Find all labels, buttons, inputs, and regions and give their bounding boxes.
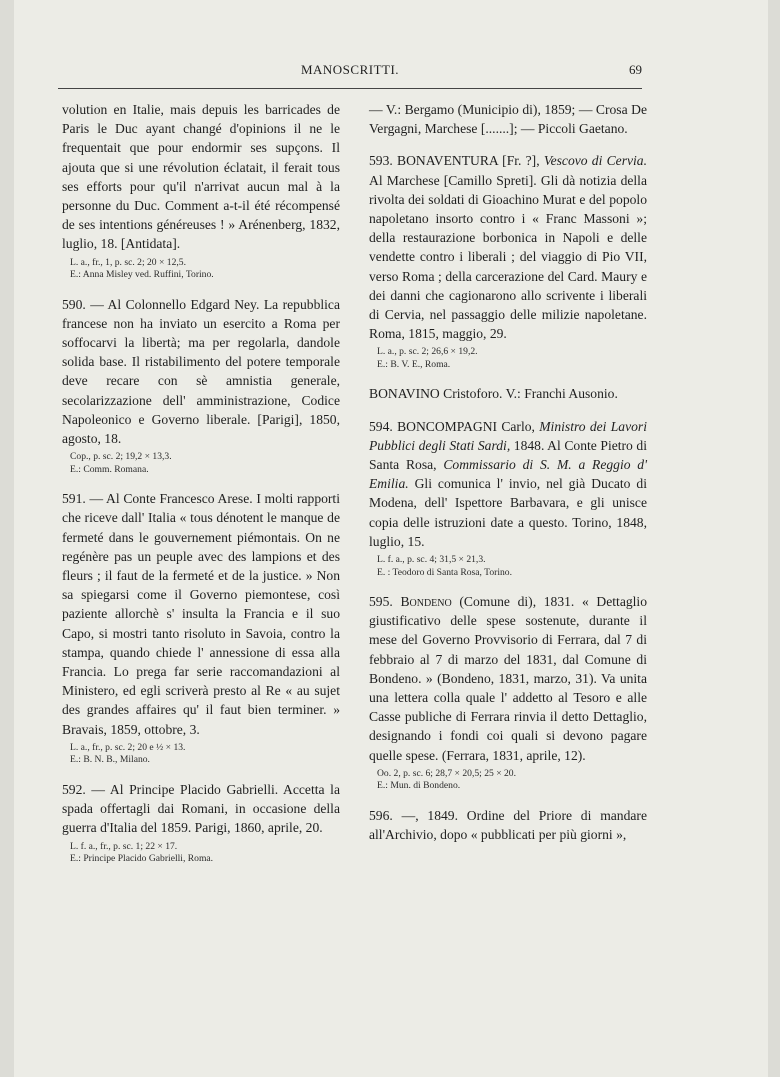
entry-593	[369, 151, 647, 371]
entry-589-continuation	[62, 100, 340, 282]
entry-596	[369, 806, 647, 844]
entry-text: 592. — Al Principe Placido Gabrielli. Accetta la spada offertagli dai Romani, in occasione della guerra d'Italia del 1859. Parigi, 1860, aprile, 20.	[62, 781, 340, 836]
entry-text: BONAVINO Cristoforo. V.: Franchi Ausonio.	[369, 386, 618, 402]
page-number: 69	[629, 62, 642, 77]
entry-metadata	[369, 346, 647, 371]
entry-role: Ministro dei Lavori Pubblici degli Stati Sardi,	[369, 418, 648, 453]
meta-owner: E.: Comm. Romana.	[70, 463, 149, 475]
running-header	[58, 62, 642, 84]
meta-physical: L. f. a., fr., p. sc. 1; 22 × 17.	[70, 840, 178, 852]
entry-text: 596. —, 1849. Ordine del Priore di mandare all'Archivio, dopo « pubblicati per più giorni »,	[369, 807, 647, 843]
entry-592	[62, 780, 340, 866]
entry-metadata	[62, 742, 340, 767]
entry-bonavino	[369, 384, 647, 403]
entry-body-cont: Gli comunica l' invio, nel già Ducato di Modena, dell' Ispettore Barbavara, e gli unisce copia delle istruzioni date a questo. Torino, 1848, luglio, 15.	[369, 476, 647, 549]
entry-head: Bondeno	[400, 594, 452, 610]
meta-owner: E.: Mun. di Bondeno.	[377, 780, 461, 792]
entry-text: — V.: Bergamo (Municipio di), 1859; — Crosa De Vergagni, Marchese [.......]; — Piccoli Gaetano.	[369, 102, 647, 137]
meta-physical: L. a., p. sc. 2; 26,6 × 19,2.	[377, 346, 478, 358]
entry-text	[369, 151, 647, 343]
meta-owner: E.: B. V. E., Roma.	[377, 358, 451, 370]
meta-physical: L. a., fr., p. sc. 2; 20 e ½ × 13.	[70, 741, 186, 753]
entry-595	[369, 592, 647, 793]
entry-text	[369, 417, 647, 551]
entry-594	[369, 417, 647, 579]
header-rule	[58, 88, 642, 89]
running-title: MANOSCRITTI.	[300, 62, 400, 77]
meta-physical: L. f. a., p. sc. 4; 31,5 × 21,3.	[377, 554, 486, 566]
entry-metadata	[369, 768, 647, 793]
entry-metadata	[62, 451, 340, 476]
entry-text: volution en Italie, mais depuis les barricades de Paris le Duc ayant changé d'opinions il ne le frequentait que pour endormir ses supçons. Il ajouta que si une révolution éclatait, il ferait tous ses efforts pour qu'il n'arrivat aucun mal à la personne du Duc. Comment a-t-il été récompensé de ses intentions généreuses ! » Arénenberg, 1832, luglio, 18. [Antidata].	[62, 102, 340, 252]
right-column	[369, 100, 647, 857]
meta-owner: E.: Anna Misley ved. Ruffini, Torino.	[70, 269, 214, 281]
entry-metadata	[62, 257, 340, 282]
meta-owner: E. : Teodoro di Santa Rosa, Torino.	[377, 566, 513, 578]
book-page	[14, 0, 768, 1077]
meta-physical: Oo. 2, p. sc. 6; 28,7 × 20,5; 25 × 20.	[377, 767, 517, 779]
entry-590	[62, 295, 340, 477]
meta-owner: E.: B. N. B., Milano.	[70, 754, 150, 766]
entry-metadata	[369, 554, 647, 579]
entry-metadata	[62, 841, 340, 866]
entry-text	[369, 592, 647, 765]
entry-text: 590. — Al Colonnello Edgard Ney. La repubblica francese non ha inviato un esercito a Roma per soffocarvi la libertà; ma per regolarla, dandole solida base. Il ristabilimento del potere temporale deve recare con sè amnistia generale, secolarizzazione dell' amministrazione, Codice Napoleonico e Governo liberale. [Parigi], 1850, agosto, 18.	[62, 296, 340, 447]
entry-role: Vescovo di Cervia.	[543, 153, 647, 169]
entry-body: Al Marchese [Camillo Spreti]. Gli dà notizia della rivolta dei soldati di Gioachino Murat e del popolo napoletano insorto contro i « Franc Massoni »; della restaurazione borbonica in Napoli e delle vendette contro i liberali ; del viaggio di Pio VII, verso Roma ; della carcerazione del Card. Maury e dei danni che cagionarono allo scrivente i liberali di Cervia, nel passaggio delle milizie napoletane. Roma, 1815, maggio, 29.	[369, 172, 647, 342]
meta-physical: Cop., p. sc. 2; 19,2 × 13,3.	[70, 451, 172, 463]
entry-head: 593. BONAVENTURA [Fr. ?],	[369, 153, 544, 169]
entry-see-also	[369, 100, 647, 138]
entry-role-recipient: Commissario di S. M. a Reggio d' Emilia.	[369, 457, 647, 492]
entry-number: 595.	[369, 594, 401, 610]
entry-591	[62, 489, 340, 767]
entry-text: 591. — Al Conte Francesco Arese. I molti rapporti che riceve dall' Italia « tous dénotent le manque de fermeté dans le gouvernement piémontais. On ne regénère pas un peuple avec des lampions et des fleurs ; il faut de la fermeté et de la justice. » Non sa spiegarsi come il Governo piemontese, così paziente allorchè s' insulta la Francia e il suo Capo, si mostri tanto risoluto in Savoia, contro la stampa, quando chiede l' annessione di essa alla Francia. Lo prega far serie raccomandazioni al Ministero, ed egli scriverà presto al Re « au sujet des grandes affaires qu' il faut bien terminer. » Bravais, 1859, ottobre, 3.	[62, 491, 340, 737]
meta-physical: L. a., fr., 1, p. sc. 2; 20 × 12,5.	[70, 256, 186, 268]
entry-head: 594. BONCOMPAGNI Carlo,	[369, 418, 540, 434]
left-column	[62, 100, 340, 879]
entry-body: (Comune di), 1831. « Dettaglio giustificativo delle spese sostenute, durante il mese del Governo Provvisorio di Ferrara, dal 7 di febbraio al 7 di marzo del 1831, dal Comune di Bondeno. » (Bondeno, 1831, marzo, 31). Va unita una lettera colla quale l' addetto al Tesoro e alle Casse publiche di Ferrara rinvia il detto Dettaglio, designando i fondi coi quali si devono pagare quelle spese. (Ferrara, 1831, aprile, 12).	[369, 594, 647, 763]
entry-body: 1848. Al Conte Pietro di Santa Rosa,	[369, 437, 647, 473]
meta-owner: E.: Principe Placido Gabrielli, Roma.	[70, 853, 214, 864]
